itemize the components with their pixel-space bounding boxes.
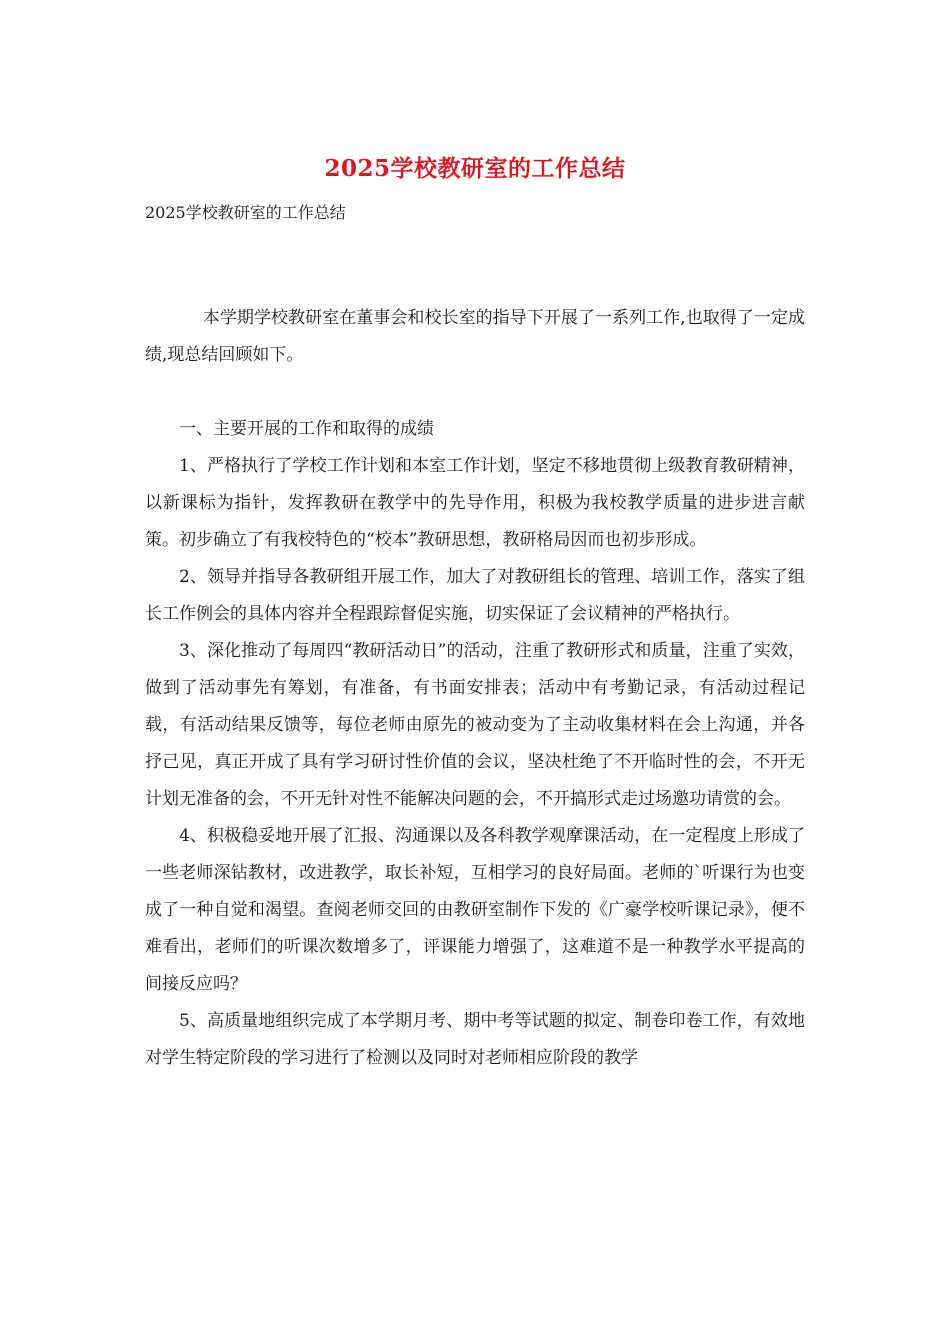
body-paragraph-1: 1、严格执行了学校工作计划和本室工作计划，坚定不移地贯彻上级教育教研精神，以新课标为指针，发挥教研在教学中的先导作用，积极为我校教学质量的进步进言献策。初步确立了有我校特色的“校本”教研思想，教研格局因而也初步形成。	[145, 456, 805, 550]
body-paragraph-5: 5、高质量地组织完成了本学期月考、期中考等试题的拟定、制卷印卷工作，有效地对学生特定阶段的学习进行了检测以及同时对老师相应阶段的教学	[145, 1011, 805, 1068]
body-paragraph-4: 4、积极稳妥地开展了汇报、沟通课以及各科教学观摩课活动，在一定程度上形成了一些老师深钻教材，改进教学，取长补短，互相学习的良好局面。老师的`听课行为也变成了一种自觉和渴望。查阅老师交回的由教研室制作下发的《广豪学校听课记录》，便不难看出，老师们的听课次数增多了，评课能力增强了，这难道不是一种教学水平提高的间接反应吗？	[145, 826, 805, 994]
intro-paragraph: 本学期学校教研室在董事会和校长室的指导下开展了一系列工作,也取得了一定成绩,现总结回顾如下。	[145, 308, 805, 365]
body-paragraph-3: 3、深化推动了每周四“教研活动日”的活动，注重了教研形式和质量，注重了实效，做到了活动事先有筹划，有准备，有书面安排表；活动中有考勤记录，有活动过程记载，有活动结果反馈等，每位老师由原先的被动变为了主动收集材料在会上沟通，并各抒己见，真正开成了具有学习研讨性价值的会议，坚决杜绝了不开临时性的会，不开无计划无准备的会，不开无针对性不能解决问题的会，不开搞形式走过场邀功请赏的会。	[145, 641, 805, 809]
document-subtitle: 2025学校教研室的工作总结	[145, 203, 346, 222]
body-paragraph-2: 2、领导并指导各教研组开展工作，加大了对教研组长的管理、培训工作，落实了组长工作例会的具体内容并全程跟踪督促实施，切实保证了会议精神的严格执行。	[145, 567, 805, 624]
document-title: 2025学校教研室的工作总结	[324, 155, 626, 182]
section-heading: 一、主要开展的工作和取得的成绩	[179, 419, 434, 439]
document-body	[145, 300, 805, 1077]
